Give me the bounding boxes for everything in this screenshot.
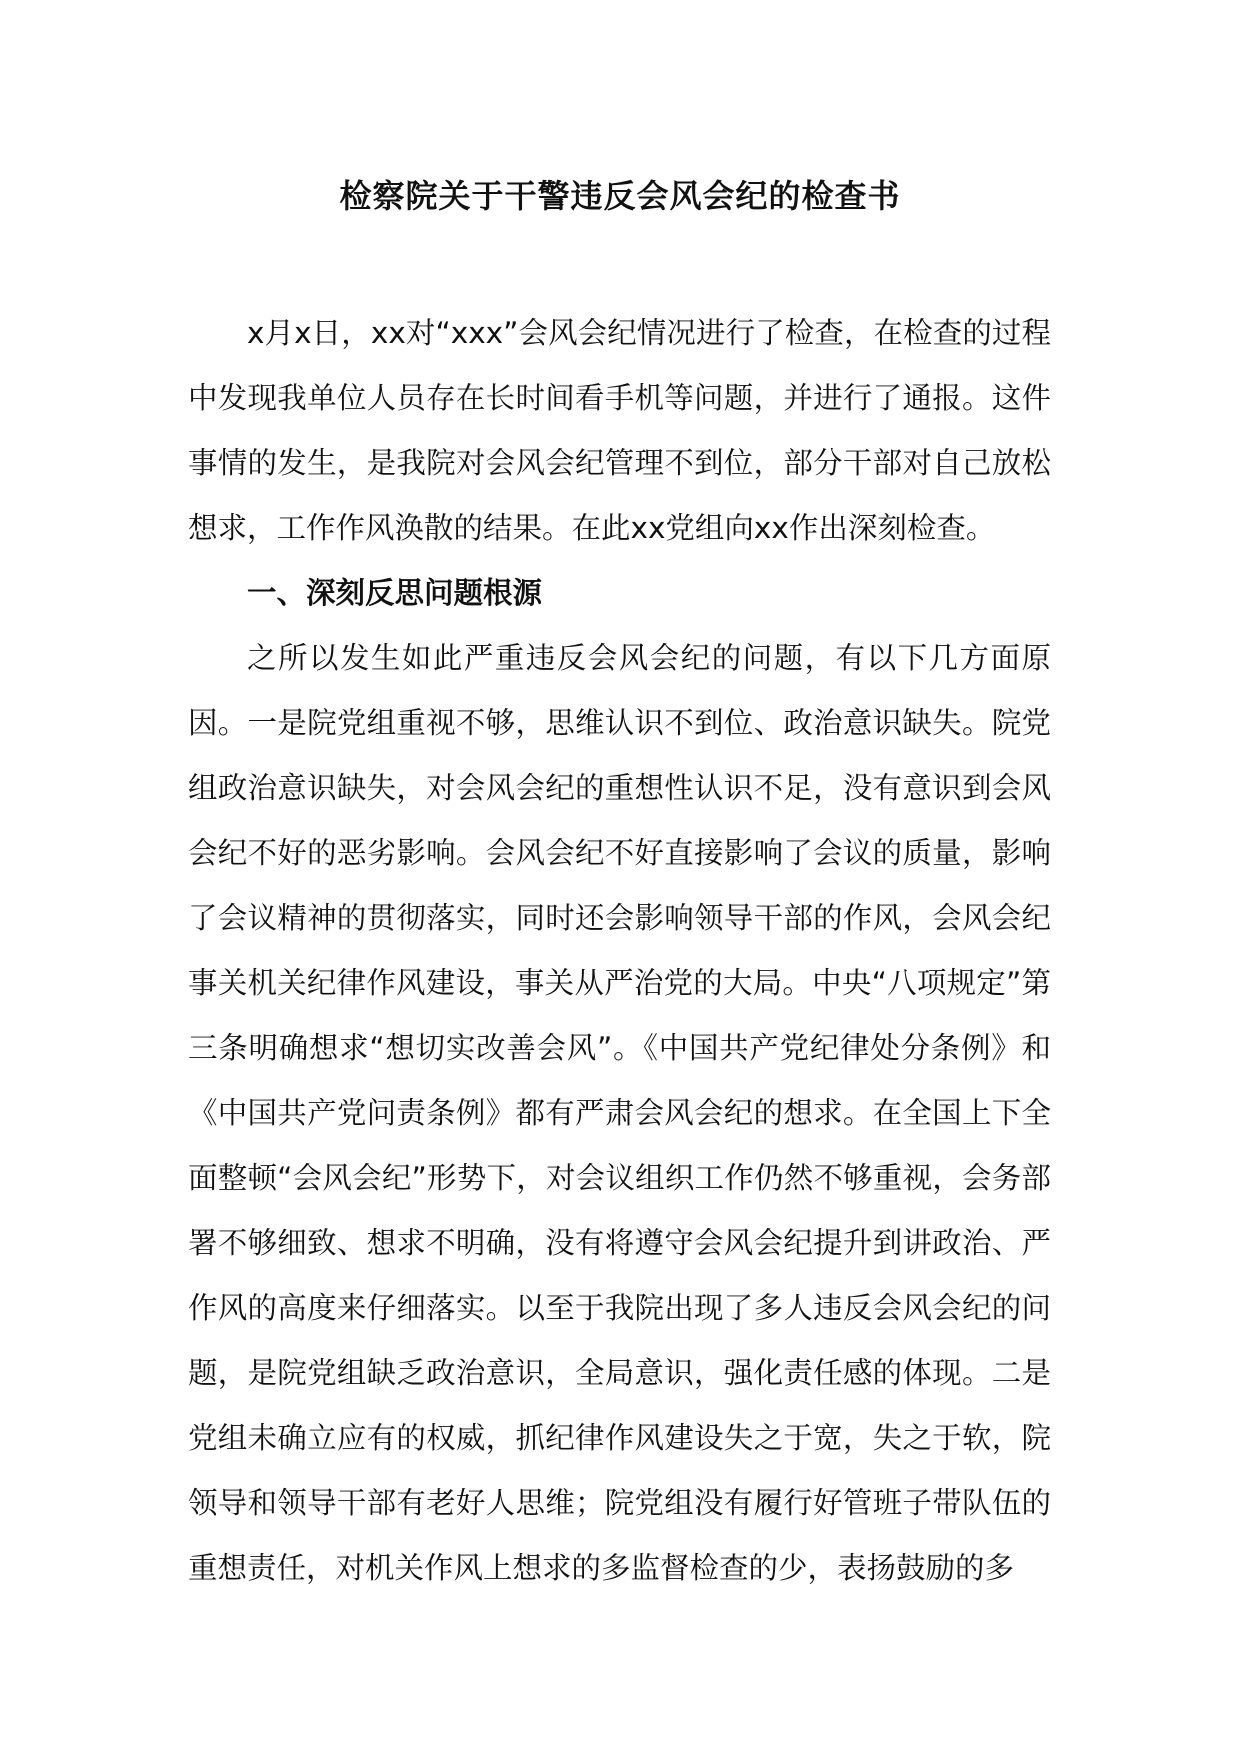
intro-paragraph: x月x日，xx对“xxx”会风会纪情况进行了检查，在检查的过程中发现我单位人员存在长时间看手机等问题，并进行了通报。这件事情的发生，是我院对会风会纪管理不到位，部分干部对自己放松想求，工作作风涣散的结果。在此xx党组向xx作出深刻检查。 [188,316,1051,545]
document-body [188,301,1051,1601]
section-paragraph: 之所以发生如此严重违反会风会纪的问题，有以下几方面原因。一是院党组重视不够，思维认识不到位、政治意识缺失。院党组政治意识缺失，对会风会纪的重想性认识不足，没有意识到会风会纪不好的恶劣影响。会风会纪不好直接影响了会议的质量，影响了会议精神的贯彻落实，同时还会影响领导干部的作风，会风会纪事关机关纪律作风建设，事关从严治党的大局。中央“八项规定”第三条明确想求“想切实改善会风”。《中国共产党纪律处分条例》和《中国共产党问责条例》都有严肃会风会纪的想求。在全国上下全面整顿“会风会纪”形势下，对会议组织工作仍然不够重视，会务部署不够细致、想求不明确，没有将遵守会风会纪提升到讲政治、严作风的高度来仔细落实。以至于我院出现了多人违反会风会纪的问题，是院党组缺乏政治意识，全局意识，强化责任感的体现。二是党组未确立应有的权威，抓纪律作风建设失之于宽，失之于软，院领导和领导干部有老好人思维；院党组没有履行好管班子带队伍的重想责任，对机关作风上想求的多监督检查的少，表扬鼓励的多 [188,641,1051,1585]
document-title: 检察院关于干警违反会风会纪的检查书 [339,177,901,215]
section-heading: 一、深刻反思问题根源 [247,576,543,610]
